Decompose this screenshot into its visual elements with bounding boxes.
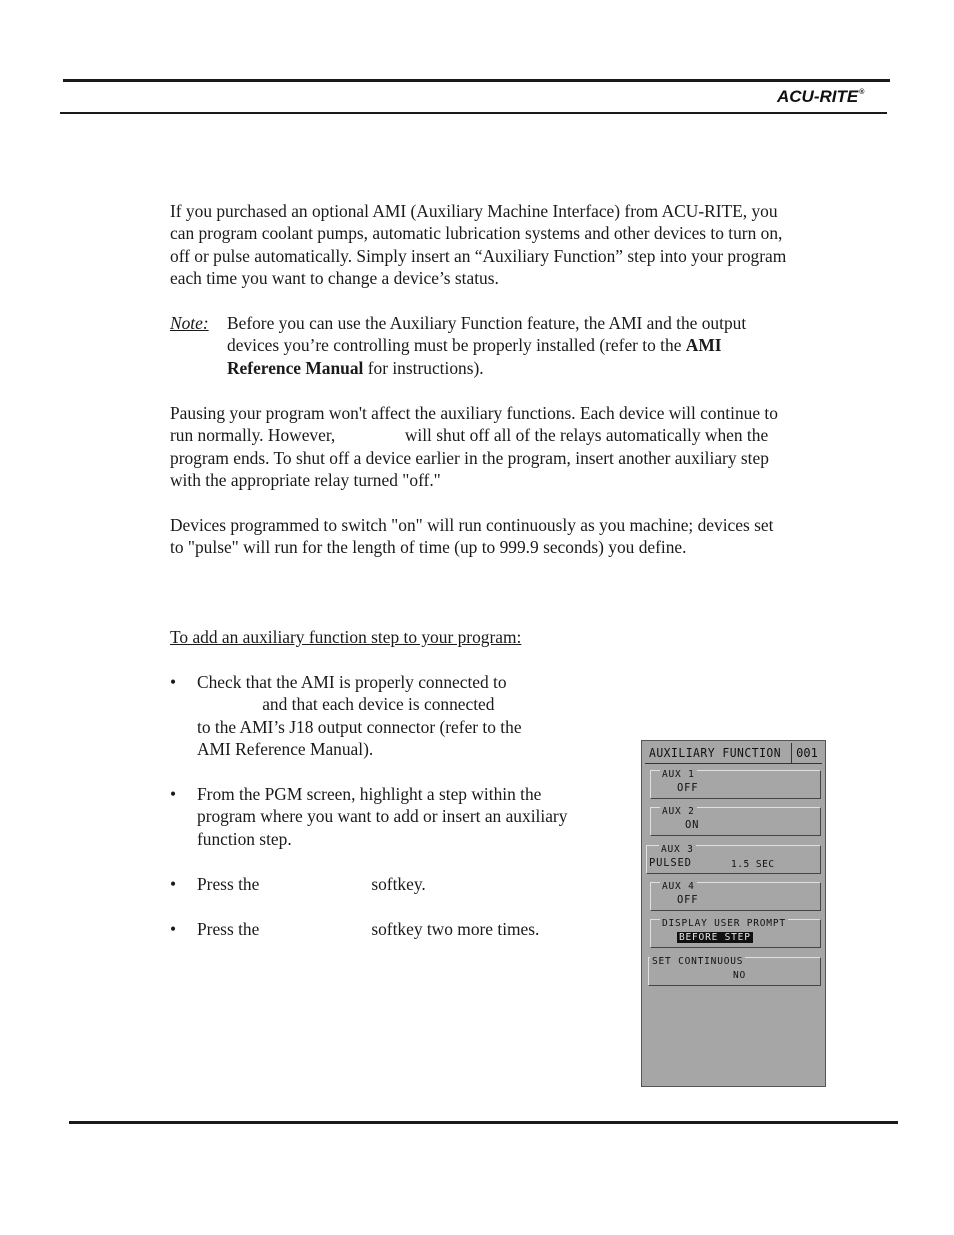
note-label: Note: [170,313,209,333]
procedure-title: To add an auxiliary function step to your program: [170,627,522,647]
aux-2-field[interactable] [650,807,821,836]
aux-2-value: ON [685,819,700,831]
set-continuous-value: NO [733,970,747,981]
header-top-rule [63,79,890,82]
step-number: 001 [791,743,822,763]
set-continuous-field[interactable] [648,957,821,986]
procedure-step-3: Press the softkey. [197,874,426,894]
aux-2-label: AUX 2 [662,806,695,817]
procedure-step-1: Check that the AMI is properly connected to and that each device is connected to the AMI’s J18 output connector (refer to the AMI Reference Manual). [197,672,522,760]
screen-title: AUXILIARY FUNCTION [649,746,782,760]
intro-paragraph: If you purchased an optional AMI (Auxiliary Machine Interface) from ACU-RITE, you can program coolant pumps, automatic lubrication systems and other devices to turn on, off or pulse automatically. Simply insert an “Auxiliary Function” step into your program each time you want to change a device’s status. [170,201,787,289]
display-user-prompt-field[interactable] [650,919,821,948]
aux-4-label: AUX 4 [662,881,695,892]
auxiliary-function-screen [641,740,826,1087]
aux-3-field[interactable] [646,845,821,874]
display-user-prompt-value: BEFORE STEP [679,932,751,943]
procedure-step-2: From the PGM screen, highlight a step within the program where you want to add or insert an auxiliary function step. [197,784,568,849]
aux-1-field[interactable] [650,770,821,799]
aux-3-label: AUX 3 [661,844,694,855]
screen-header [645,743,822,764]
devices-paragraph: Devices programmed to switch "on" will run continuously as you machine; devices set to "pulse" will run for the length of time (up to 999.9 seconds) you define. [170,515,774,558]
display-user-prompt-label: DISPLAY USER PROMPT [662,918,786,929]
aux-4-field[interactable] [650,882,821,911]
pausing-paragraph: Pausing your program won't affect the auxiliary functions. Each device will continue to run normally. However, will shut off all of the relays automatically when the program ends. To shut off a device earlier in the program, insert another auxiliary step with the appropriate relay turned "off." [170,403,778,491]
aux-3-value: PULSED [649,857,692,869]
procedure-step-4: Press the softkey two more times. [197,919,540,939]
bullet-icon: • [170,919,177,939]
aux-4-value: OFF [677,894,699,906]
header-bottom-rule [60,112,887,114]
aux-1-label: AUX 1 [662,769,695,780]
acu-rite-logo: ACU-RITE® [777,87,865,106]
footer-rule [69,1121,898,1124]
note-body: Before you can use the Auxiliary Function feature, the AMI and the output devices you’re controlling must be properly installed (refer to the AMI Reference Manual for instructions). [227,313,747,378]
set-continuous-label: SET CONTINUOUS [652,956,744,967]
aux-3-pulse-duration: 1.5 SEC [731,859,775,870]
bullet-icon: • [170,672,177,692]
bullet-icon: • [170,874,177,894]
aux-1-value: OFF [677,782,699,794]
bullet-icon: • [170,784,177,804]
